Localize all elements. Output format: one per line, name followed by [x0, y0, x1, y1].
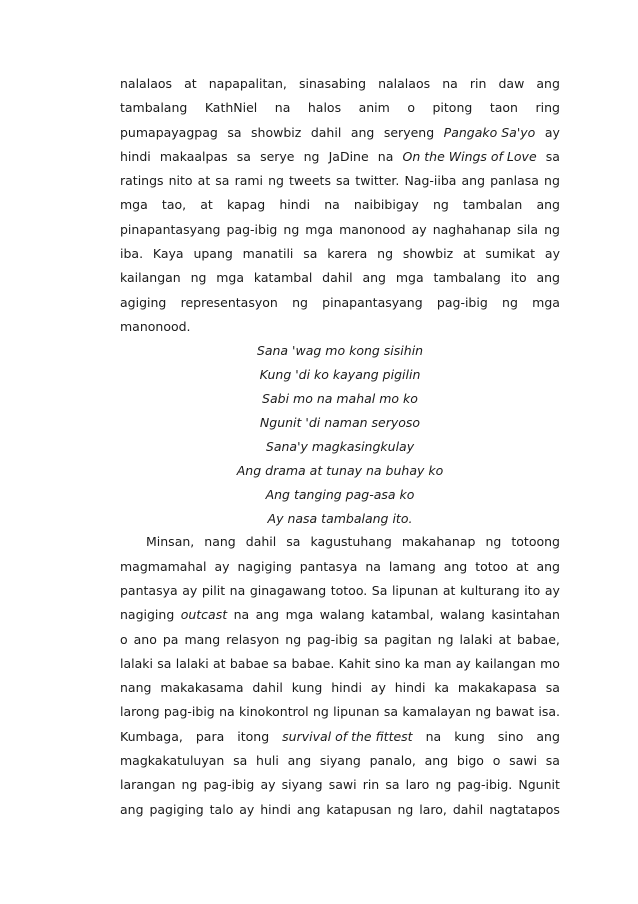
word: manatili [242, 246, 294, 262]
word: o [120, 631, 128, 647]
word: ang [536, 76, 560, 91]
word: daw [498, 76, 525, 91]
word: Nag-iiba [404, 173, 457, 189]
text-line [120, 603, 560, 627]
word: man [423, 655, 452, 671]
word: magkakatuluyan [120, 753, 225, 769]
word: ang [350, 124, 375, 140]
word: ang [461, 173, 486, 189]
word: ng [397, 801, 414, 817]
word: sa [236, 148, 251, 164]
word: mga [285, 607, 314, 623]
word: na [425, 728, 442, 744]
word: nito [168, 173, 193, 189]
word: sa [286, 534, 301, 550]
word: pitong [432, 100, 473, 116]
word: nalalaos [120, 76, 173, 91]
word: bawat [495, 704, 534, 720]
word: dahil [310, 124, 342, 140]
word: mo [540, 655, 560, 671]
word: panalo, [369, 753, 416, 769]
word: lamang [388, 558, 436, 574]
word: ang [296, 801, 321, 817]
word: sa [233, 753, 248, 769]
word: para [195, 728, 225, 744]
word: ay [544, 582, 560, 598]
word: ang [255, 607, 280, 623]
word: at [200, 197, 213, 213]
text-line [120, 628, 560, 652]
word: sila [516, 221, 539, 237]
word: relasyon [226, 631, 280, 647]
word: at [498, 631, 512, 647]
word: seryeng [383, 124, 435, 140]
word: ito [524, 582, 541, 598]
word: laro, [419, 801, 447, 817]
word: iba. [120, 246, 144, 262]
word: makahanap [401, 534, 476, 550]
word: kung [454, 728, 485, 744]
word: sa [215, 173, 230, 189]
text-line [120, 798, 560, 822]
word: serye [260, 148, 295, 164]
word: mga [216, 270, 245, 286]
word: Kahit [338, 655, 371, 671]
text-line [120, 700, 560, 724]
word: ang [536, 558, 560, 574]
word: lalaki [175, 655, 209, 671]
word: isa. [538, 704, 560, 720]
word: o [492, 753, 501, 769]
word: magmamahal [120, 558, 207, 574]
word: sa [157, 655, 172, 671]
word: agiging [120, 294, 167, 310]
word: sa [303, 246, 318, 262]
word: showbiz [251, 124, 302, 140]
word: Ngunit [518, 777, 560, 793]
word: sino [374, 655, 401, 671]
word: panlasa [490, 173, 539, 189]
word: ng [283, 221, 300, 237]
word: talo [209, 801, 234, 817]
italic-word: Pangako Sa'yo [443, 124, 536, 140]
word: tao, [161, 197, 187, 213]
word: totoong [511, 534, 560, 550]
text-line [120, 242, 560, 266]
word: ratings [120, 173, 164, 189]
word: representasyon [180, 294, 278, 310]
word: ng [432, 197, 449, 213]
word: sa [545, 753, 560, 769]
word: upang [193, 246, 233, 262]
word: mga [305, 221, 334, 237]
word: hindi [279, 197, 311, 213]
word: sumikat [485, 246, 536, 262]
word: Kaya [152, 246, 184, 262]
word: pa [162, 631, 179, 647]
word: ng [292, 294, 308, 310]
word: laro [405, 777, 430, 793]
word: rin [362, 777, 380, 793]
word: ring [535, 100, 560, 116]
word: itong [237, 728, 270, 744]
word: at [515, 558, 529, 574]
word: Minsan, [146, 534, 195, 550]
word: makakasama [160, 680, 244, 696]
word: hindi [260, 801, 291, 817]
word: nalalaos [378, 76, 431, 91]
word: mang [184, 631, 221, 647]
word: pinapantasyang [322, 294, 423, 310]
word: walang [440, 607, 485, 623]
text-line [120, 676, 560, 700]
verse-line: Ang tanging pag-asa ko [265, 486, 415, 502]
text-line [120, 218, 560, 242]
word: kapag [226, 197, 266, 213]
word: ka [434, 680, 449, 696]
word: na [377, 148, 394, 164]
word: ang [536, 270, 560, 286]
word: ng [485, 534, 502, 550]
word: kinokontrol [239, 704, 309, 720]
word: pantasya [120, 582, 178, 598]
word: walang [319, 607, 365, 623]
word: ay [370, 680, 386, 696]
word: showbiz [402, 246, 454, 262]
word: ng [475, 704, 492, 720]
word: mga [395, 270, 424, 286]
word: ang [536, 197, 560, 213]
word: sawi [509, 753, 537, 769]
word: pag-ibig. [457, 777, 513, 793]
word: anim [358, 100, 390, 116]
word: katapusan [326, 801, 392, 817]
word: pantasya [299, 558, 358, 574]
word: ng [312, 704, 329, 720]
word: ginagawang [249, 582, 327, 598]
word: ay [239, 801, 255, 817]
word: tambalang [433, 270, 501, 286]
text-line [120, 773, 560, 797]
verse-line: Kung 'di ko kayang pigilin [259, 367, 421, 383]
word: dahil [452, 801, 484, 817]
word: ng [377, 246, 394, 262]
word: totoo. [330, 582, 368, 598]
word: pag-ibig [163, 704, 215, 720]
text-line [120, 72, 560, 96]
word: sa [336, 173, 351, 189]
word: siyang [281, 777, 323, 793]
verse-line: Ay nasa tambalang ito. [267, 510, 413, 526]
word: ay [260, 777, 276, 793]
verse-line: Ang drama at tunay na buhay ko [236, 462, 444, 478]
word: na [324, 197, 340, 213]
text-line [120, 530, 560, 554]
word: ay [455, 655, 471, 671]
word: ay [544, 124, 560, 140]
word: ang [120, 801, 144, 817]
word: babae, [517, 631, 560, 647]
italic-word: On the Wings of Love [402, 148, 537, 164]
word: kamalayan [402, 704, 472, 720]
word: sa [545, 680, 560, 696]
word: babae [229, 655, 269, 671]
word: at [213, 655, 226, 671]
word: at [197, 173, 211, 189]
word: tweets [289, 173, 331, 189]
text-line [120, 652, 560, 676]
word: rami [234, 173, 264, 189]
text-line [120, 749, 560, 773]
word: taon [489, 100, 518, 116]
verse-line: Sana 'wag mo kong sisihin [256, 343, 424, 359]
word: ng [544, 221, 560, 237]
word: at [463, 246, 476, 262]
word: larangan [120, 777, 176, 793]
word: Kumbaga, [120, 728, 183, 744]
word: pagitan [384, 631, 432, 647]
word: ano [133, 631, 157, 647]
word: katambal [253, 270, 313, 286]
word: ng [268, 173, 284, 189]
word: na [229, 582, 246, 598]
document-body [120, 72, 560, 822]
word: tambalan [462, 197, 523, 213]
word: naghahanap [432, 221, 511, 237]
word: kung [291, 680, 323, 696]
word: halos [307, 100, 342, 116]
word: sa [385, 777, 400, 793]
text-line [120, 555, 560, 579]
word: kagustuhang [310, 534, 392, 550]
word: ang [362, 270, 386, 286]
word: ang [287, 753, 312, 769]
word: JaDine [328, 148, 369, 164]
word: ay [411, 221, 427, 237]
word: ng [437, 631, 454, 647]
word: lalaki [459, 631, 493, 647]
text-line [120, 193, 560, 217]
verse-line: Ngunit 'di naman seryoso [259, 414, 421, 430]
word: ng [303, 148, 320, 164]
word: pagiging [149, 801, 204, 817]
word: pilit [201, 582, 226, 598]
word: huli [256, 753, 279, 769]
word: ang [424, 753, 449, 769]
word: tambalang [120, 100, 188, 116]
word: na [274, 100, 291, 116]
word: hindi [394, 680, 426, 696]
word: Sa [371, 582, 388, 598]
word: mga [120, 197, 148, 213]
word: totoo [475, 558, 508, 574]
word: pag-ibig [203, 777, 255, 793]
word: sa [227, 124, 242, 140]
verse-line: Sana'y magkasingkulay [265, 438, 415, 454]
word: larong [120, 704, 160, 720]
text-line [120, 725, 560, 749]
word: hindi [331, 680, 362, 696]
text-line [120, 169, 560, 193]
word: pinapantasyang [120, 221, 221, 237]
word: rin [469, 76, 487, 91]
word: ng [544, 173, 560, 189]
word: lipunan [333, 704, 380, 720]
word: makaalpas [159, 148, 228, 164]
paragraph-2 [120, 530, 560, 822]
word: dahil [245, 534, 277, 550]
word: makakapasa [457, 680, 537, 696]
word: na [219, 704, 235, 720]
italic-word: survival of the fittest [282, 728, 413, 744]
word: katambal, [371, 607, 434, 623]
text-line [120, 579, 560, 603]
word: sawi [328, 777, 357, 793]
word: pag-ibig [436, 294, 488, 310]
word: nang [204, 534, 236, 550]
word: ang [443, 558, 468, 574]
word: ng [190, 270, 207, 286]
word: ng [181, 777, 198, 793]
word: lipunan [391, 582, 439, 598]
word: karera [327, 246, 368, 262]
word: na [442, 76, 458, 91]
word: ng [502, 294, 518, 310]
verse-line: Sabi mo na mahal mo ko [262, 391, 418, 407]
word: kailangan [475, 655, 536, 671]
word: babae. [291, 655, 335, 671]
word: ito [510, 270, 527, 286]
word: nagiging [237, 558, 292, 574]
word: napapalitan, [208, 76, 287, 91]
paragraph-1 [120, 72, 560, 315]
word: o [407, 100, 415, 116]
word: naibibigay [353, 197, 419, 213]
word: sa [363, 631, 379, 647]
word: ay [182, 582, 198, 598]
word: ka [404, 655, 420, 671]
word: ng [435, 777, 452, 793]
word: sino [497, 728, 524, 744]
word: bigo [456, 753, 484, 769]
word: dahil [322, 270, 353, 286]
word: sa [545, 148, 560, 164]
word: pag-ibig [226, 221, 278, 237]
word: twitter. [355, 173, 400, 189]
text-line [120, 266, 560, 290]
paragraph-1-last-line: manonood. [120, 318, 191, 334]
word: siyang [319, 753, 361, 769]
word: nagiging [120, 607, 175, 623]
text-line [120, 121, 560, 145]
word: sa [383, 704, 399, 720]
word: KathNiel [204, 100, 258, 116]
text-line [120, 96, 560, 120]
word: dahil [252, 680, 283, 696]
word: ang [536, 728, 560, 744]
word: sa [273, 655, 288, 671]
word: lalaki [120, 655, 153, 671]
word: hindi [120, 148, 151, 164]
word: kasintahan [491, 607, 560, 623]
word: ng [285, 631, 302, 647]
word: na [365, 558, 381, 574]
word: na [233, 607, 250, 623]
text-line [120, 145, 560, 169]
word: pag-ibig [307, 631, 358, 647]
word: nang [120, 680, 152, 696]
word: ay [214, 558, 230, 574]
word: nagtatapos [489, 801, 560, 817]
word: sinasabing [299, 76, 367, 91]
text-line [120, 291, 560, 315]
word: mga [532, 294, 560, 310]
word: manonood [339, 221, 406, 237]
word: at [442, 582, 456, 598]
word: kailangan [120, 270, 181, 286]
word: kulturang [459, 582, 520, 598]
word: pumapayagpag [120, 124, 218, 140]
song-verse [120, 339, 560, 530]
word: ay [544, 246, 560, 262]
italic-word: outcast [180, 607, 228, 623]
word: at [184, 76, 197, 91]
